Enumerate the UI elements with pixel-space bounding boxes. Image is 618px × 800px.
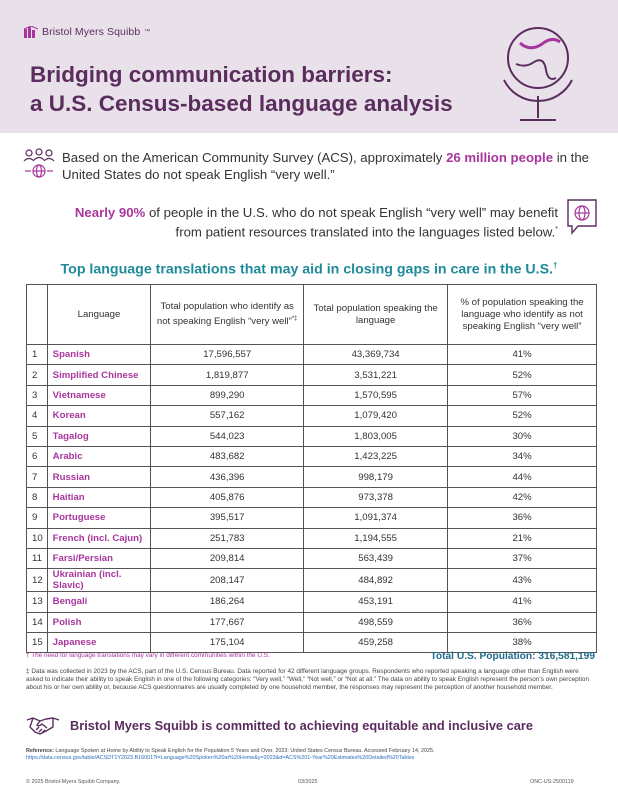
cell-not-very-well: 208,147 [151,569,304,592]
stat-highlight: Nearly 90% [74,205,146,220]
cell-total: 43,369,734 [304,345,448,365]
cell-total: 453,191 [304,592,448,612]
header-not-very-well-mark: *‡ [291,315,298,322]
header-percent: % of population speaking the language who identify as not speaking English “very well” [448,285,597,345]
reference-link[interactable]: https://data.census.gov/table/ACSDT1Y2023.B16001?t=Language%20Spoken%20at%20Home&y=2023&d=ACS%201-Year%20Estimates%20Detailed%20Tables [26,755,415,761]
cell-not-very-well: 899,290 [151,385,304,405]
cell-total: 1,423,225 [304,446,448,466]
cell-language: Polish [47,612,151,632]
cell-rank: 5 [27,426,48,446]
cell-language: Haitian [47,487,151,507]
cell-language: Vietnamese [47,385,151,405]
cell-not-very-well: 483,682 [151,446,304,466]
page-title [30,60,453,118]
cell-total: 3,531,221 [304,365,448,385]
cell-not-very-well: 557,162 [151,406,304,426]
cell-not-very-well: 436,396 [151,467,304,487]
intro-highlight: 26 million people [446,150,554,165]
table-row [27,487,597,507]
cell-rank: 6 [27,446,48,466]
total-value: 316,581,199 [538,651,595,662]
brand-logo [24,26,150,38]
cell-percent: 52% [448,365,597,385]
cell-percent: 37% [448,548,597,568]
table-row [27,345,597,365]
header-language: Language [47,285,151,345]
header-rank [27,285,48,345]
header-total-speaking: Total population speaking the language [304,285,448,345]
cell-rank: 4 [27,406,48,426]
cell-language: Arabic [47,446,151,466]
cell-language: Ukrainian (incl. Slavic) [47,569,151,592]
reference-text: Language Spoken at Home by Ability to Speak English for the Population 5 Years and Over. 2023: United States Census Bureau. Accessed February 14, 2025. [53,748,435,754]
cell-language: Korean [47,406,151,426]
cell-rank: 14 [27,612,48,632]
stat-mark: * [555,226,558,233]
globe-stand-icon [490,10,590,132]
cell-percent: 21% [448,528,597,548]
table-row [27,528,597,548]
cell-percent: 38% [448,633,597,653]
cell-percent: 41% [448,592,597,612]
intro-text-before: Based on the American Community Survey (ACS), approximately [62,150,447,165]
cell-not-very-well: 251,783 [151,528,304,548]
cell-percent: 43% [448,569,597,592]
header-banner [0,0,618,133]
footer-copyright: © 2025 Bristol-Myers Squibb Company. [26,779,121,785]
cell-total: 998,179 [304,467,448,487]
table-row [27,569,597,592]
language-table [26,284,597,653]
cell-total: 498,559 [304,612,448,632]
cell-percent: 41% [448,345,597,365]
table-row [27,446,597,466]
cell-total: 1,091,374 [304,508,448,528]
header-not-very-well [151,285,304,345]
title-line-1: Bridging communication barriers: [30,62,393,87]
cell-not-very-well: 177,667 [151,612,304,632]
table-header-row [27,285,597,345]
cell-percent: 44% [448,467,597,487]
cell-language: French (incl. Cajun) [47,528,151,548]
cell-total: 563,439 [304,548,448,568]
cell-total: 1,079,420 [304,406,448,426]
table-row [27,592,597,612]
footer-code: ONC-US-2500119 [530,779,574,785]
cell-not-very-well: 405,876 [151,487,304,507]
cell-language: Tagalog [47,426,151,446]
cell-rank: 12 [27,569,48,592]
cell-rank: 1 [27,345,48,365]
header-not-very-well-text: Total population who identify as not speaking English “very well” [156,300,294,328]
footnote-dagger: † The need for language translations may vary in different communities within the U.S. [26,652,270,659]
intro-text-after: in the United States do not speak English “very well.” [62,150,589,182]
reference-label: Reference: [26,748,54,754]
cell-percent: 36% [448,612,597,632]
cell-rank: 9 [27,508,48,528]
stat-text: of people in the U.S. who do not speak English “very well” may benefit from patient resources translated into the languages listed below. [145,205,558,240]
cell-not-very-well: 1,819,877 [151,365,304,385]
cell-total: 459,258 [304,633,448,653]
table-row [27,467,597,487]
cell-rank: 10 [27,528,48,548]
cell-language: Simplified Chinese [47,365,151,385]
cell-not-very-well: 209,814 [151,548,304,568]
table-row [27,633,597,653]
cell-rank: 8 [27,487,48,507]
cell-percent: 34% [448,446,597,466]
logo-text: Bristol Myers Squibb [42,26,141,38]
cell-language: Japanese [47,633,151,653]
cell-total: 484,892 [304,569,448,592]
footer-date: 03/2025 [298,779,318,785]
cell-total: 1,570,595 [304,385,448,405]
table-row [27,548,597,568]
table-title [0,261,618,278]
cell-total: 1,194,555 [304,528,448,548]
table-row [27,406,597,426]
table-row [27,612,597,632]
cell-language: Portuguese [47,508,151,528]
cell-percent: 57% [448,385,597,405]
reference [26,748,596,762]
table-title-text: Top language translations that may aid in closing gaps in care in the U.S. [60,261,553,278]
cell-percent: 42% [448,487,597,507]
cell-rank: 15 [27,633,48,653]
cell-rank: 3 [27,385,48,405]
cell-not-very-well: 17,596,557 [151,345,304,365]
cell-not-very-well: 175,104 [151,633,304,653]
bms-logo-icon [24,26,38,38]
cell-language: Farsi/Persian [47,548,151,568]
cell-rank: 2 [27,365,48,385]
cell-rank: 13 [27,592,48,612]
chat-globe-icon [566,198,598,236]
cell-language: Spanish [47,345,151,365]
table-row [27,385,597,405]
table-body [27,345,597,653]
commitment-text: Bristol Myers Squibb is committed to achieving equitable and inclusive care [70,717,533,733]
cell-percent: 52% [448,406,597,426]
table-row [27,426,597,446]
footnote-double-dagger: ‡ Data was collected in 2023 by the ACS, part of the U.S. Census Bureau. Data reported for 42 different language groups. Respondents who reported speaking a language other than English were asked to indicate their ability to speak English in one of the following categories: “Very well,” “Well,” “Not well,” or “Not at all.” The data on ability to speak English represent the person’s own perception about his or her own ability or, because ACS questionnaires are usually completed by one household member, the responses may represent the perception of another household member. [26,668,590,692]
logo-trademark: ™ [144,29,151,35]
table-row [27,508,597,528]
table-title-mark: † [553,261,558,270]
total-label: Total U.S. Population: [430,651,539,662]
commitment-banner [26,714,533,736]
cell-rank: 7 [27,467,48,487]
cell-percent: 36% [448,508,597,528]
handshake-icon [26,714,60,736]
cell-language: Russian [47,467,151,487]
cell-not-very-well: 186,264 [151,592,304,612]
cell-not-very-well: 544,023 [151,426,304,446]
cell-percent: 30% [448,426,597,446]
title-line-2: a U.S. Census-based language analysis [30,91,453,116]
cell-not-very-well: 395,517 [151,508,304,528]
total-population [300,651,595,662]
stat-callout [60,204,558,240]
cell-language: Bengali [47,592,151,612]
people-network-icon [22,147,56,181]
intro-text [62,149,592,183]
cell-total: 1,803,005 [304,426,448,446]
table-row [27,365,597,385]
cell-rank: 11 [27,548,48,568]
cell-total: 973,378 [304,487,448,507]
